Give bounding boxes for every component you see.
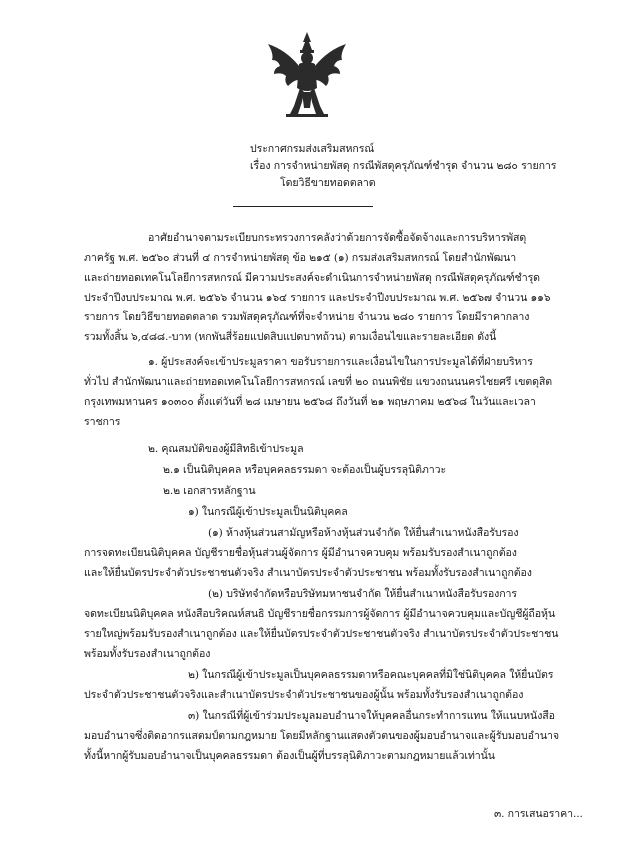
item-p1-line: และให้ยื่นบัตรประจำตัวประชาชนตัวจริง สำเนาบัตรประจำตัวประชาชน พร้อมทั้งรับรองสำเนาถูกต้อง	[84, 567, 532, 579]
item1-line: ราชการ	[84, 416, 121, 428]
item-p2-line: (๒) บริษัทจำกัดหรือบริษัทมหาชนจำกัด ให้ยื่นสำเนาหนังสือรับรองการ	[208, 588, 517, 600]
item2-2-1: ๑) ในกรณีผู้เข้าประมูลเป็นนิติบุคคล	[188, 506, 348, 518]
item-p2-line: รายใหญ่พร้อมรับรองสำเนาถูกต้อง และให้ยื่นบัตรประจำตัวประชาชนตัวจริง สำเนาบัตรประจำตัวประชาชน	[84, 628, 559, 640]
intro-line: และถ่ายทอดเทคโนโลยีการสหกรณ์ มีความประสงค์จะดำเนินการจำหน่ายพัสดุ กรณีพัสดุครุภัณฑ์ชำรุด	[84, 272, 540, 284]
item2-title: ๒. คุณสมบัติของผู้มีสิทธิเข้าประมูล	[148, 443, 304, 455]
item-p1-line: (๑) ห้างหุ้นส่วนสามัญหรือห้างหุ้นส่วนจำกัด ให้ยื่นสำเนาหนังสือรับรอง	[208, 527, 519, 539]
subject-line-1: เรื่อง การจำหน่ายพัสดุ กรณีพัสดุครุภัณฑ์ชำรุด จำนวน ๒๘๐ รายการ	[250, 160, 557, 172]
intro-line: อาศัยอำนาจตามระเบียบกระทรวงการคลังว่าด้วยการจัดซื้อจัดจ้างและการบริหารพัสดุ	[148, 232, 527, 244]
item1-line: กรุงเทพมหานคร ๑๐๓๐๐ ตั้งแต่วันที่ ๒๘ เมษายน ๒๕๖๘ ถึงวันที่ ๒๑ พฤษภาคม ๒๕๖๘ ในวันและเวลา	[84, 396, 536, 408]
item-p1-line: การจดทะเบียนนิติบุคคล บัญชีรายชื่อหุ้นส่วนผู้จัดการ ผู้มีอำนาจควบคุม พร้อมรับรองสำเนาถูกต้อง	[84, 547, 517, 559]
intro-line: ภาครัฐ พ.ศ. ๒๕๖๐ ส่วนที่ ๔ การจำหน่ายพัสดุ ข้อ ๒๑๕ (๑) กรมส่งเสริมสหกรณ์ โดยสำนักพัฒนา	[84, 252, 517, 264]
item-p2-line: พร้อมทั้งรับรองสำเนาถูกต้อง	[84, 648, 211, 660]
garuda-emblem-icon	[262, 30, 352, 120]
intro-line: รายการ โดยวิธีขายทอดตลาด รวมพัสดุครุภัณฑ์ที่จะจำหน่าย จำนวน ๒๘๐ รายการ โดยมีราคากลาง	[84, 311, 530, 323]
item2-2-2-line: ๒) ในกรณีผู้เข้าประมูลเป็นบุคคลธรรมดาหรือคณะบุคคลที่มิใช่นิติบุคคล ให้ยื่นบัตร	[188, 669, 554, 681]
item1-line: ทั่วไป สำนักพัฒนาและถ่ายทอดเทคโนโลยีการสหกรณ์ เลขที่ ๒๐ ถนนพิชัย แขวงถนนนครไชยศรี เขตดุสิต	[84, 376, 553, 388]
item2-2-3-line: ๓) ในกรณีที่ผู้เข้าร่วมประมูลมอบอำนาจให้บุคคลอื่นกระทำการแทน ให้แนบหนังสือ	[188, 710, 555, 722]
item2-2-3-line: ทั้งนี้หากผู้รับมอบอำนาจเป็นบุคคลธรรมดา ต้องเป็นผู้ที่บรรลุนิติภาวะตามกฎหมายแล้วเท่านั้น	[84, 750, 495, 762]
item2-1: ๒.๑ เป็นนิติบุคคล หรือบุคคลธรรมดา จะต้องเป็นผู้บรรลุนิติภาวะ	[163, 464, 447, 476]
intro-line: รวมทั้งสิ้น ๖,๔๘๘.-บาท (หกพันสี่ร้อยแปดสิบแปดบาทถ้วน) ตามเงื่อนไขและรายละเอียด ดังนี้	[84, 331, 497, 343]
subject-line-2: โดยวิธีขายทอดตลาด	[280, 177, 376, 189]
item2-2-3-line: มอบอำนาจซึ่งติดอากรแสตมป์ตามกฎหมาย โดยมีหลักฐานแสดงตัวตนของผู้มอบอำนาจและผู้รับมอบอำนาจ	[84, 730, 559, 742]
item2-2: ๒.๒ เอกสารหลักฐาน	[163, 485, 256, 497]
header-divider	[233, 206, 373, 207]
continued-marker: ๓. การเสนอราคา...	[494, 808, 583, 820]
announcement-title: ประกาศกรมส่งเสริมสหกรณ์	[250, 143, 375, 155]
item-p2-line: จดทะเบียนนิติบุคคล หนังสือบริคณห์สนธิ บัญชีรายชื่อกรรมการผู้จัดการ ผู้มีอำนาจควบคุมและบัญชีผู้ถือหุ้น	[84, 608, 555, 620]
intro-line: ประจำปีงบประมาณ พ.ศ. ๒๕๖๖ จำนวน ๑๖๔ รายการ และประจำปีงบประมาณ พ.ศ. ๒๕๖๗ จำนวน ๑๑๖	[84, 292, 551, 304]
item2-2-2-line: ประจำตัวประชาชนตัวจริงและสำเนาบัตรประจำตัวประชาชนของผู้นั้น พร้อมทั้งรับรองสำเนาถูกต้อง	[84, 689, 524, 701]
item1-line: ๑. ผู้ประสงค์จะเข้าประมูลราคา ขอรับรายการและเงื่อนไขในการประมูลได้ที่ฝ่ายบริหาร	[148, 356, 533, 368]
